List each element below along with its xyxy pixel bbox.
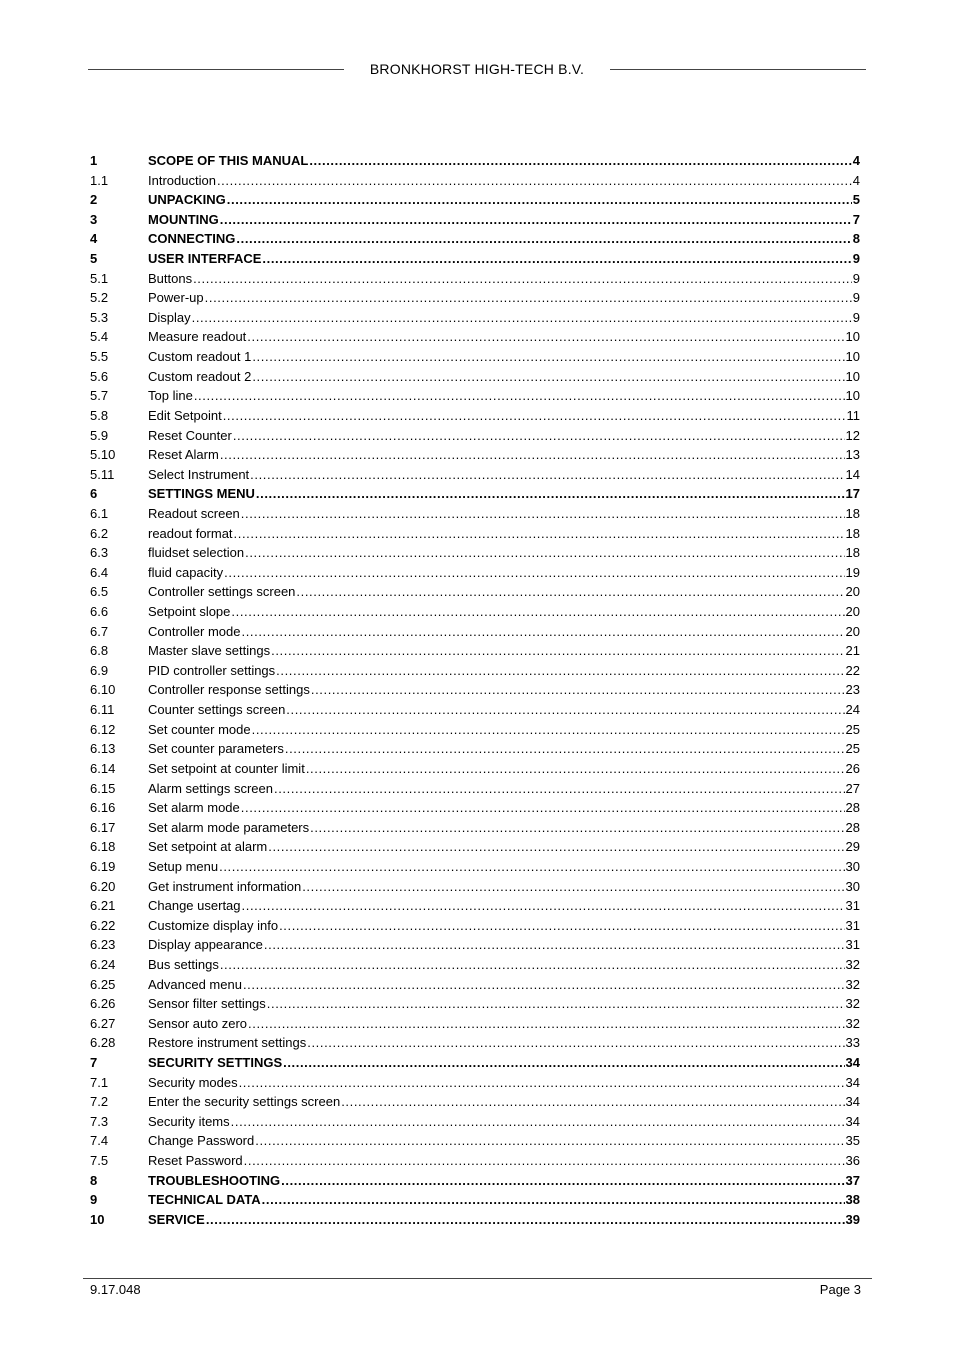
toc-entry[interactable] xyxy=(90,445,860,465)
toc-entry-title: Restore instrument settings xyxy=(148,1035,307,1051)
toc-entry-title: Custom readout 1 xyxy=(148,349,252,365)
toc-entry-number: 1 xyxy=(90,153,98,168)
toc-entry-page: 39 xyxy=(845,1211,860,1227)
toc-entry-page: 31 xyxy=(845,917,860,933)
toc-dot-leader xyxy=(231,602,844,622)
toc-entry[interactable] xyxy=(90,994,860,1014)
toc-entry-page: 28 xyxy=(845,819,860,835)
toc-entry[interactable] xyxy=(90,1190,860,1210)
toc-entry-page: 22 xyxy=(845,662,860,678)
toc-entry-number: 6.8 xyxy=(90,643,109,659)
toc-entry[interactable] xyxy=(90,622,860,642)
toc-entry-number: 5.1 xyxy=(90,270,109,286)
toc-entry-title: Set alarm mode parameters xyxy=(148,819,310,835)
toc-entry-title: Set setpoint at counter limit xyxy=(148,760,305,776)
toc-entry-number: 6.21 xyxy=(90,898,116,914)
toc-entry-number: 6.23 xyxy=(90,937,116,953)
toc-entry[interactable] xyxy=(90,582,860,602)
toc-dot-leader xyxy=(252,720,845,740)
toc-entry-title: SECURITY SETTINGS xyxy=(148,1055,283,1071)
toc-entry-title: Controller mode xyxy=(148,623,241,639)
toc-entry-page: 14 xyxy=(845,466,860,482)
header-rule-right xyxy=(610,69,866,70)
toc-entry[interactable] xyxy=(90,955,860,975)
toc-entry-title: Reset Alarm xyxy=(148,447,219,463)
toc-entry[interactable] xyxy=(90,563,860,583)
toc-entry-title: Custom readout 2 xyxy=(148,368,252,384)
toc-entry-number: 6.7 xyxy=(90,623,109,639)
toc-entry-number: 2 xyxy=(90,192,98,208)
toc-entry[interactable] xyxy=(90,249,860,269)
toc-entry-title: Change usertag xyxy=(148,898,241,914)
toc-entry-page: 18 xyxy=(845,525,860,541)
toc-entry[interactable] xyxy=(90,327,860,347)
toc-entry-number: 6.22 xyxy=(90,917,116,933)
toc-dot-leader xyxy=(252,367,844,387)
toc-entry-number: 5.2 xyxy=(90,290,109,306)
toc-entry-title: Set setpoint at alarm xyxy=(148,839,268,855)
toc-entry-page: 30 xyxy=(845,878,860,894)
toc-entry-number: 6.3 xyxy=(90,545,109,561)
toc-entry-page: 32 xyxy=(845,1015,860,1031)
toc-entry-title: Edit Setpoint xyxy=(148,407,222,423)
toc-entry-title: Get instrument information xyxy=(148,878,302,894)
toc-entry-number: 6.9 xyxy=(90,662,109,678)
toc-entry-number: 5 xyxy=(90,251,98,267)
toc-entry-page: 9 xyxy=(852,290,860,306)
page-footer xyxy=(83,1278,872,1297)
toc-dot-leader xyxy=(224,563,844,583)
toc-entry-number: 1.1 xyxy=(90,172,109,188)
toc-dot-leader xyxy=(281,1171,844,1191)
toc-entry[interactable] xyxy=(90,210,860,230)
toc-entry-page: 19 xyxy=(845,564,860,580)
toc-dot-leader xyxy=(206,1210,845,1230)
toc-entry-page: 32 xyxy=(845,996,860,1012)
toc-dot-leader xyxy=(223,406,846,426)
toc-entry-number: 5.10 xyxy=(90,447,116,463)
toc-entry-title: Readout screen xyxy=(148,505,240,521)
toc-entry-number: 6.12 xyxy=(90,721,116,737)
toc-entry-page: 32 xyxy=(845,976,860,992)
toc-entry-page: 23 xyxy=(845,682,860,698)
toc-entry[interactable] xyxy=(90,779,860,799)
toc-entry[interactable] xyxy=(90,1073,860,1093)
toc-entry-page: 10 xyxy=(845,368,860,384)
toc-entry[interactable] xyxy=(90,1131,860,1151)
toc-dot-leader xyxy=(307,1033,844,1053)
toc-entry[interactable] xyxy=(90,720,860,740)
toc-entry-title: MOUNTING xyxy=(148,211,219,227)
toc-entry-title: Set alarm mode xyxy=(148,800,240,816)
toc-entry-number: 5.4 xyxy=(90,329,109,345)
toc-entry-title: Alarm settings screen xyxy=(148,780,273,796)
toc-entry-title: USER INTERFACE xyxy=(148,251,262,267)
toc-entry-number: 5.3 xyxy=(90,309,109,325)
toc-entry-number: 6.5 xyxy=(90,584,109,600)
toc-dot-leader xyxy=(233,426,845,446)
toc-entry[interactable] xyxy=(90,700,860,720)
toc-entry-number: 4 xyxy=(90,231,98,247)
toc-entry-number: 6.24 xyxy=(90,956,116,972)
toc-entry-page: 36 xyxy=(845,1153,860,1169)
toc-entry[interactable] xyxy=(90,367,860,387)
toc-entry-title: SCOPE OF THIS MANUAL xyxy=(148,153,309,168)
toc-entry[interactable] xyxy=(90,406,860,426)
toc-entry[interactable] xyxy=(90,1014,860,1034)
toc-entry-title: fluid capacity xyxy=(148,564,224,580)
toc-entry[interactable] xyxy=(90,975,860,995)
toc-entry-title: CONNECTING xyxy=(148,231,236,247)
toc-dot-leader xyxy=(286,700,844,720)
toc-entry-page: 20 xyxy=(845,584,860,600)
toc-entry-page: 30 xyxy=(845,858,860,874)
toc-entry-page: 20 xyxy=(845,623,860,639)
toc-entry-number: 7.5 xyxy=(90,1153,109,1169)
toc-entry-title: Sensor filter settings xyxy=(148,996,266,1012)
toc-entry-number: 6.18 xyxy=(90,839,116,855)
toc-entry[interactable] xyxy=(90,288,860,308)
toc-dot-leader xyxy=(248,1014,845,1034)
toc-dot-leader xyxy=(194,386,845,406)
toc-entry-page: 9 xyxy=(852,270,860,286)
toc-entry-title: Security items xyxy=(148,1113,230,1129)
toc-entry-page: 34 xyxy=(845,1055,860,1071)
toc-dot-leader xyxy=(285,739,845,759)
toc-entry-title: Reset Counter xyxy=(148,427,232,443)
toc-entry[interactable] xyxy=(90,347,860,367)
document-number: 9.17.048 xyxy=(90,1282,141,1297)
toc-entry[interactable] xyxy=(90,1151,860,1171)
toc-entry-page: 4 xyxy=(852,153,860,168)
toc-entry-number: 6.6 xyxy=(90,604,109,620)
toc-dot-leader xyxy=(241,798,845,818)
toc-entry-title: Buttons xyxy=(148,270,193,286)
toc-entry-page: 10 xyxy=(845,349,860,365)
toc-entry-title: Change Password xyxy=(148,1133,255,1149)
toc-dot-leader xyxy=(231,1112,845,1132)
toc-dot-leader xyxy=(274,779,845,799)
toc-dot-leader xyxy=(262,1190,845,1210)
toc-entry-number: 6.28 xyxy=(90,1035,116,1051)
toc-entry-page: 37 xyxy=(845,1172,860,1188)
toc-entry-page: 7 xyxy=(852,211,860,227)
toc-dot-leader xyxy=(279,916,844,936)
toc-entry-page: 11 xyxy=(846,407,860,423)
toc-entry[interactable] xyxy=(90,1033,860,1053)
toc-entry-title: Controller settings screen xyxy=(148,584,296,600)
toc-entry[interactable] xyxy=(90,798,860,818)
toc-entry-title: UNPACKING xyxy=(148,192,226,208)
toc-entry-number: 6.11 xyxy=(90,702,115,718)
toc-entry[interactable] xyxy=(90,426,860,446)
toc-dot-leader xyxy=(245,543,844,563)
toc-dot-leader xyxy=(309,151,851,171)
toc-dot-leader xyxy=(250,465,844,485)
header-rule-left xyxy=(88,69,344,70)
toc-dot-leader xyxy=(306,759,845,779)
toc-entry-number: 6.2 xyxy=(90,525,109,541)
toc-dot-leader xyxy=(311,680,845,700)
toc-dot-leader xyxy=(220,445,845,465)
toc-dot-leader xyxy=(193,269,852,289)
toc-entry[interactable] xyxy=(90,543,860,563)
toc-entry-title: Set counter parameters xyxy=(148,741,284,757)
toc-entry[interactable] xyxy=(90,680,860,700)
toc-dot-leader xyxy=(236,229,851,249)
page-number: Page 3 xyxy=(819,1282,861,1297)
toc-dot-leader xyxy=(242,896,845,916)
toc-entry-page: 27 xyxy=(845,780,860,796)
toc-dot-leader xyxy=(341,1092,844,1112)
toc-entry-number: 5.5 xyxy=(90,349,109,365)
toc-entry-page: 20 xyxy=(845,604,860,620)
toc-entry[interactable] xyxy=(90,1171,860,1191)
toc-entry-number: 6.19 xyxy=(90,858,116,874)
toc-entry-title: TECHNICAL DATA xyxy=(148,1192,261,1208)
toc-entry-title: Bus settings xyxy=(148,956,219,972)
toc-entry-title: Counter settings screen xyxy=(148,702,286,718)
toc-entry-number: 6.14 xyxy=(90,760,116,776)
toc-entry[interactable] xyxy=(90,602,860,622)
toc-entry-title: Select Instrument xyxy=(148,466,250,482)
toc-entry-title: Master slave settings xyxy=(148,643,271,659)
toc-entry-number: 7.3 xyxy=(90,1113,109,1129)
toc-entry[interactable] xyxy=(90,759,860,779)
toc-entry-number: 6.15 xyxy=(90,780,116,796)
toc-dot-leader xyxy=(192,308,852,328)
toc-entry-number: 6 xyxy=(90,486,98,502)
toc-entry[interactable] xyxy=(90,641,860,661)
toc-entry-page: 35 xyxy=(845,1133,860,1149)
toc-dot-leader xyxy=(310,818,844,838)
toc-entry[interactable] xyxy=(90,229,860,249)
toc-entry[interactable] xyxy=(90,857,860,877)
toc-dot-leader xyxy=(219,857,844,877)
toc-dot-leader xyxy=(252,347,844,367)
toc-entry-number: 5.8 xyxy=(90,407,109,423)
toc-dot-leader xyxy=(255,1131,844,1151)
toc-entry-page: 33 xyxy=(845,1035,860,1051)
toc-entry-title: Customize display info xyxy=(148,917,279,933)
company-name: BRONKHORST HIGH-TECH B.V. xyxy=(369,61,585,77)
toc-entry[interactable] xyxy=(90,504,860,524)
toc-entry-number: 5.6 xyxy=(90,368,109,384)
toc-entry[interactable] xyxy=(90,739,860,759)
toc-dot-leader xyxy=(296,582,844,602)
toc-entry[interactable] xyxy=(90,1092,860,1112)
toc-entry[interactable] xyxy=(90,308,860,328)
toc-entry-title: SERVICE xyxy=(148,1211,205,1227)
toc-dot-leader xyxy=(217,171,852,191)
toc-entry-page: 25 xyxy=(845,741,860,757)
page-header xyxy=(88,58,866,80)
toc-entry[interactable] xyxy=(90,1112,860,1132)
toc-dot-leader xyxy=(241,504,845,524)
toc-dot-leader xyxy=(247,327,844,347)
toc-entry-number: 6.27 xyxy=(90,1015,116,1031)
toc-entry[interactable] xyxy=(90,916,860,936)
toc-entry-page: 9 xyxy=(852,309,860,325)
toc-entry-number: 6.26 xyxy=(90,996,116,1012)
toc-entry-page: 31 xyxy=(845,898,860,914)
toc-entry-page: 26 xyxy=(845,760,860,776)
toc-entry[interactable] xyxy=(90,935,860,955)
toc-entry-page: 34 xyxy=(845,1094,860,1110)
toc-dot-leader xyxy=(243,975,845,995)
toc-entry[interactable] xyxy=(90,524,860,544)
toc-entry-page: 10 xyxy=(845,329,860,345)
toc-entry-number: 6.13 xyxy=(90,741,116,757)
toc-entry-number: 8 xyxy=(90,1172,98,1188)
toc-entry-title: Controller response settings xyxy=(148,682,310,698)
toc-entry[interactable] xyxy=(90,661,860,681)
toc-entry[interactable] xyxy=(90,818,860,838)
toc-entry[interactable] xyxy=(90,896,860,916)
toc-entry-number: 7.2 xyxy=(90,1094,109,1110)
toc-entry-page: 5 xyxy=(852,192,860,208)
toc-entry[interactable] xyxy=(90,386,860,406)
toc-dot-leader xyxy=(220,955,845,975)
toc-entry-number: 6.16 xyxy=(90,800,116,816)
toc-entry-title: Reset Password xyxy=(148,1153,243,1169)
toc-entry[interactable] xyxy=(90,837,860,857)
toc-entry-page: 34 xyxy=(845,1074,860,1090)
toc-dot-leader xyxy=(264,935,845,955)
toc-entry-number: 7.1 xyxy=(90,1074,109,1090)
toc-entry-title: TROUBLESHOOTING xyxy=(148,1172,281,1188)
toc-entry-number: 9 xyxy=(90,1192,98,1208)
toc-entry-title: fluidset selection xyxy=(148,545,245,561)
toc-entry-page: 25 xyxy=(845,721,860,737)
toc-dot-leader xyxy=(220,210,852,230)
toc-dot-leader xyxy=(205,288,852,308)
toc-entry-number: 7.4 xyxy=(90,1133,109,1149)
toc-entry-title: Set counter mode xyxy=(148,721,251,737)
toc-entry-page: 8 xyxy=(852,231,860,247)
toc-entry-title: Display xyxy=(148,309,191,325)
toc-entry-page: 12 xyxy=(845,427,860,443)
toc-entry-page: 24 xyxy=(845,702,860,718)
toc-entry-page: 18 xyxy=(845,545,860,561)
toc-entry-title: Measure readout xyxy=(148,329,247,345)
toc-dot-leader xyxy=(268,837,844,857)
toc-entry-title: Top line xyxy=(148,388,193,404)
table-of-contents xyxy=(90,151,860,1230)
toc-entry-number: 5.11 xyxy=(90,466,115,482)
toc-entry-number: 6.4 xyxy=(90,564,109,580)
toc-entry-number: 7 xyxy=(90,1055,98,1071)
toc-entry-page: 21 xyxy=(845,643,860,659)
toc-entry-number: 6.1 xyxy=(90,505,109,521)
toc-entry[interactable] xyxy=(90,190,860,210)
toc-dot-leader xyxy=(227,190,852,210)
toc-entry-title: Setpoint slope xyxy=(148,604,231,620)
toc-entry-page: 34 xyxy=(845,1113,860,1129)
toc-dot-leader xyxy=(244,1151,845,1171)
toc-entry[interactable] xyxy=(90,1053,860,1073)
toc-entry-page: 32 xyxy=(845,956,860,972)
toc-entry-number: 6.20 xyxy=(90,878,116,894)
toc-entry-number: 5.7 xyxy=(90,388,109,404)
toc-entry-number: 5.9 xyxy=(90,427,109,443)
toc-entry[interactable] xyxy=(90,465,860,485)
toc-entry-page: 17 xyxy=(845,486,860,502)
toc-entry[interactable] xyxy=(90,484,860,504)
toc-entry-page: 29 xyxy=(845,839,860,855)
toc-entry-page: 38 xyxy=(845,1192,860,1208)
toc-entry-title: Setup menu xyxy=(148,858,219,874)
toc-dot-leader xyxy=(242,622,845,642)
toc-entry-title: Sensor auto zero xyxy=(148,1015,248,1031)
toc-entry[interactable] xyxy=(90,269,860,289)
toc-entry[interactable] xyxy=(90,1210,860,1230)
toc-entry[interactable] xyxy=(90,171,860,191)
toc-entry-number: 6.25 xyxy=(90,976,116,992)
toc-entry-title: readout format xyxy=(148,525,233,541)
toc-entry[interactable] xyxy=(90,151,860,171)
toc-dot-leader xyxy=(239,1073,845,1093)
toc-entry-page: 10 xyxy=(845,388,860,404)
toc-dot-leader xyxy=(283,1053,844,1073)
toc-entry-page: 31 xyxy=(845,937,860,953)
toc-entry-number: 6.10 xyxy=(90,682,116,698)
toc-entry-number: 10 xyxy=(90,1211,105,1227)
toc-entry-number: 3 xyxy=(90,211,98,227)
toc-dot-leader xyxy=(302,877,844,897)
toc-entry-number: 6.17 xyxy=(90,819,116,835)
toc-entry-page: 18 xyxy=(845,505,860,521)
toc-entry-title: Enter the security settings screen xyxy=(148,1094,341,1110)
toc-dot-leader xyxy=(271,641,844,661)
toc-dot-leader xyxy=(276,661,844,681)
toc-entry-page: 9 xyxy=(852,251,860,267)
toc-dot-leader xyxy=(234,524,845,544)
toc-entry-title: Power-up xyxy=(148,290,204,306)
toc-entry-page: 13 xyxy=(845,447,860,463)
toc-dot-leader xyxy=(262,249,851,269)
toc-entry-page: 28 xyxy=(845,800,860,816)
toc-dot-leader xyxy=(267,994,845,1014)
toc-entry-title: Advanced menu xyxy=(148,976,242,992)
toc-entry-title: PID controller settings xyxy=(148,662,276,678)
toc-entry-title: Introduction xyxy=(148,172,216,188)
toc-entry-title: SETTINGS MENU xyxy=(148,486,255,502)
toc-dot-leader xyxy=(256,484,845,504)
toc-entry-title: Security modes xyxy=(148,1074,238,1090)
toc-entry-title: Display appearance xyxy=(148,937,263,953)
toc-entry-page: 4 xyxy=(852,172,860,188)
toc-entry[interactable] xyxy=(90,877,860,897)
